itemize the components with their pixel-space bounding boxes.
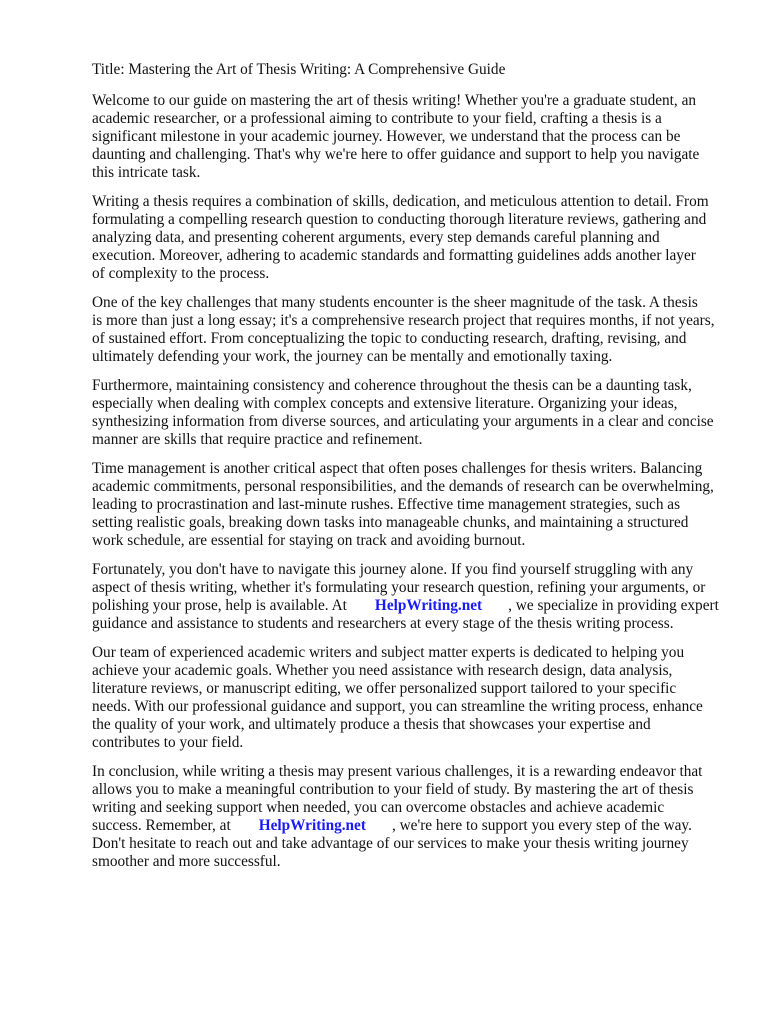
text-line: Fortunately, you don't have to navigate this journey alone. If you find yourself struggling with any: [92, 561, 694, 578]
text-line: Our team of experienced academic writers and subject matter experts is dedicated to helping you: [92, 644, 685, 661]
text-line: writing and seeking support when needed, you can overcome obstacles and achieve academic: [92, 799, 665, 816]
text-line: is more than just a long essay; it's a comprehensive research project that requires months, if not years,: [92, 312, 715, 329]
text-segment: polishing your prose, help is available. At: [92, 597, 347, 614]
text-line: literature reviews, or manuscript editing, we offer personalized support tailored to your specific: [92, 680, 677, 697]
paragraph: [92, 644, 732, 752]
document-body: [92, 92, 732, 871]
text-line: manner are skills that require practice and refinement.: [92, 431, 423, 448]
text-line: [92, 597, 732, 615]
document-page: [92, 61, 732, 882]
paragraph: [92, 561, 732, 633]
text-segment: , we're here to support you every step of the way.: [391, 817, 692, 834]
text-line: allows you to make a meaningful contribution to your field of study. By mastering the art of thesis: [92, 781, 694, 798]
text-line: achieve your academic goals. Whether you need assistance with research design, data analysis,: [92, 662, 673, 679]
text-line: aspect of thesis writing, whether it's formulating your research question, refining your arguments, or: [92, 579, 706, 596]
text-segment: , we specialize in providing expert: [508, 597, 719, 614]
text-line: of sustained effort. From conceptualizing the topic to conducting research, drafting, revising, and: [92, 330, 687, 347]
text-line: smoother and more successful.: [92, 853, 281, 870]
helpwriting-link[interactable]: HelpWriting.net: [258, 817, 366, 834]
text-line: academic commitments, personal responsibilities, and the demands of research can be overwhelming,: [92, 478, 714, 495]
text-line: Time management is another critical aspect that often poses challenges for thesis writers. Balancing: [92, 460, 703, 477]
text-line: Don't hesitate to reach out and take advantage of our services to make your thesis writing journey: [92, 835, 689, 852]
text-line: guidance and assistance to students and researchers at every stage of the thesis writing process.: [92, 615, 674, 632]
text-line: setting realistic goals, breaking down tasks into manageable chunks, and maintaining a structured: [92, 514, 689, 531]
text-line: of complexity to the process.: [92, 265, 270, 282]
text-line: Welcome to our guide on mastering the art of thesis writing! Whether you're a graduate student, an: [92, 92, 697, 109]
paragraph: [92, 294, 732, 366]
text-line: needs. With our professional guidance and support, you can streamline the writing process, enhance: [92, 698, 703, 715]
text-line: analyzing data, and presenting coherent arguments, every step demands careful planning and: [92, 229, 660, 246]
text-line: formulating a compelling research question to conducting thorough literature reviews, gathering and: [92, 211, 707, 228]
text-segment: success. Remember, at: [92, 817, 231, 834]
text-line: daunting and challenging. That's why we're here to offer guidance and support to help you navigate: [92, 146, 700, 163]
text-line: synthesizing information from diverse sources, and articulating your arguments in a clear and concise: [92, 413, 714, 430]
text-line: especially when dealing with complex concepts and extensive literature. Organizing your ideas,: [92, 395, 678, 412]
text-line: the quality of your work, and ultimately produce a thesis that showcases your expertise and: [92, 716, 651, 733]
text-line: One of the key challenges that many students encounter is the sheer magnitude of the task. A thesis: [92, 294, 698, 311]
text-line: execution. Moreover, adhering to academic standards and formatting guidelines adds another layer: [92, 247, 696, 264]
paragraph: [92, 193, 732, 283]
text-line: contributes to your field.: [92, 734, 244, 751]
text-line: ultimately defending your work, the journey can be mentally and emotionally taxing.: [92, 348, 613, 365]
text-line: leading to procrastination and last-minute rushes. Effective time management strategies, such as: [92, 496, 681, 513]
helpwriting-link[interactable]: HelpWriting.net: [374, 597, 483, 614]
text-line: work schedule, are essential for staying on track and avoiding burnout.: [92, 532, 526, 549]
paragraph: [92, 763, 732, 871]
text-line: [92, 817, 732, 835]
paragraph: [92, 460, 732, 550]
text-line: Furthermore, maintaining consistency and coherence throughout the thesis can be a daunting task,: [92, 377, 692, 394]
document-title: Title: Mastering the Art of Thesis Writing: A Comprehensive Guide: [92, 61, 506, 78]
text-line: this intricate task.: [92, 164, 201, 181]
text-line: significant milestone in your academic journey. However, we understand that the process can be: [92, 128, 681, 145]
text-line: academic researcher, or a professional aiming to contribute to your field, crafting a thesis is a: [92, 110, 662, 127]
paragraph: [92, 92, 732, 182]
text-line: Writing a thesis requires a combination of skills, dedication, and meticulous attention to detail. From: [92, 193, 709, 210]
paragraph: [92, 377, 732, 449]
text-line: In conclusion, while writing a thesis may present various challenges, it is a rewarding endeavor that: [92, 763, 703, 780]
